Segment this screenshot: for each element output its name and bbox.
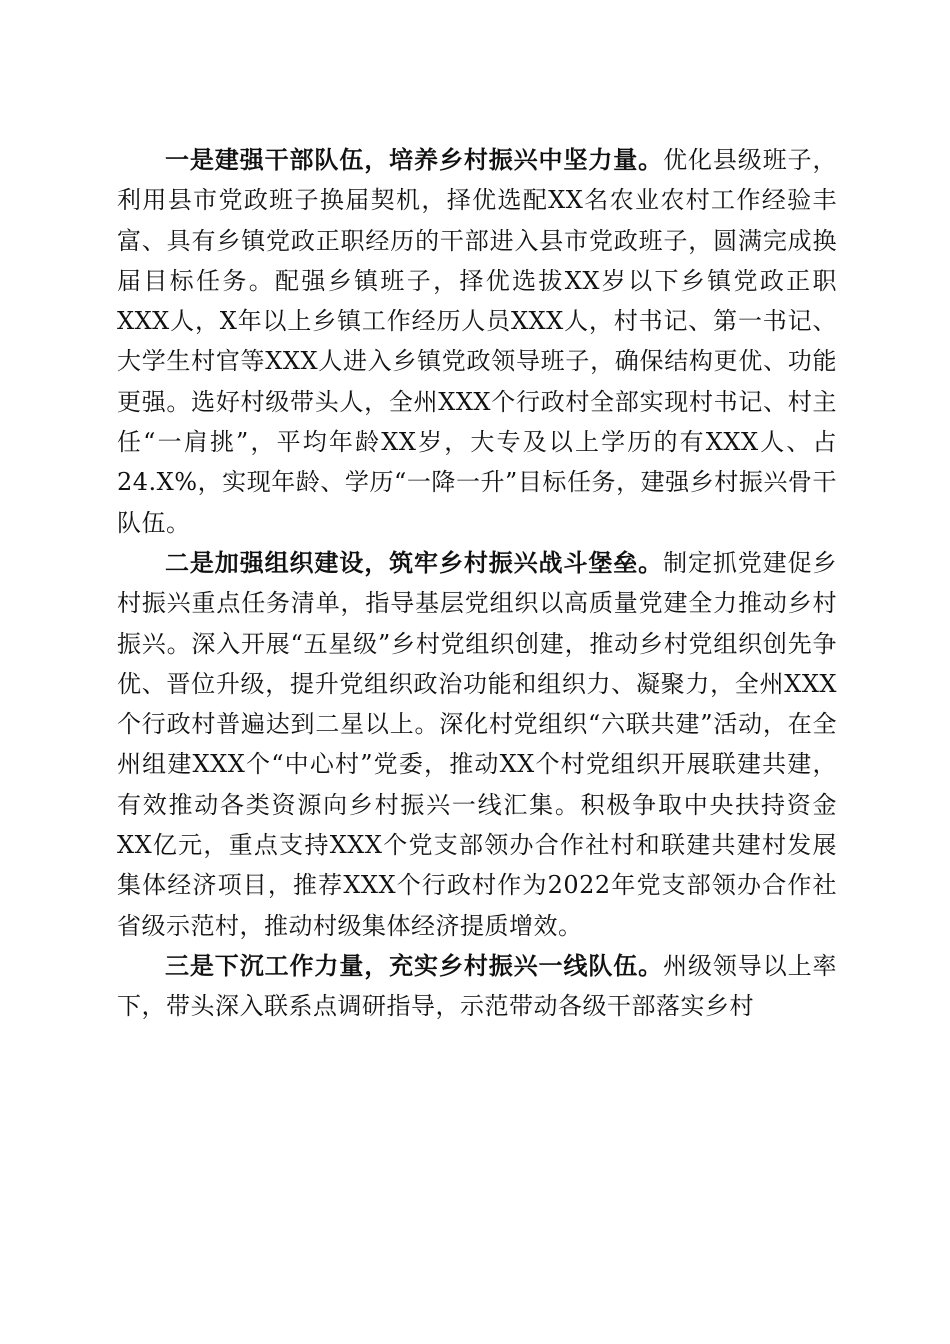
paragraph-3-heading: 三是下沉工作力量，充实乡村振兴一线队伍。: [165, 950, 664, 980]
paragraph-1: [117, 140, 837, 543]
paragraph-2-heading: 二是加强组织建设，筑牢乡村振兴战斗堡垒。: [165, 547, 664, 577]
paragraph-3: [117, 946, 837, 1027]
document-body: [117, 140, 837, 1027]
paragraph-2-text: 制定抓党建促乡村振兴重点任务清单，指导基层党组织以高质量党建全力推动乡村振兴。深入开展“五星级”乡村党组织创建，推动乡村党组织创先争优、晋位升级，提升党组织政治功能和组织力、凝聚力，全州XXX个行政村普遍达到二星以上。深化村党组织“六联共建”活动，在全州组建XXX个“中心村”党委，推动XX个村党组织开展联建共建，有效推动各类资源向乡村振兴一线汇集。积极争取中央扶持资金XX亿元，重点支持XXX个党支部领办合作社村和联建共建村发展集体经济项目，推荐XXX个行政村作为2022年党支部领办合作社省级示范村，推动村级集体经济提质增效。: [117, 548, 838, 940]
paragraph-2: [117, 543, 837, 946]
paragraph-1-heading: 一是建强干部队伍，培养乡村振兴中坚力量。: [165, 145, 664, 174]
paragraph-1-text: 优化县级班子，利用县市党政班子换届契机，择优选配XX名农业农村工作经验丰富、具有乡镇党政正职经历的干部进入县市党政班子，圆满完成换届目标任务。配强乡镇班子，择优选拔XX岁以下乡镇党政正职XXX人，X年以上乡镇工作经历人员XXX人，村书记、第一书记、大学生村官等XXX人进入乡镇党政领导班子，确保结构更优、功能更强。选好村级带头人，全州XXX个行政村全部实现村书记、村主任“一肩挑”，平均年龄XX岁，大专及以上学历的有XXX人、占24.X%，实现年龄、学历“一降一升”目标任务，建强乡村振兴骨干队伍。: [117, 146, 838, 537]
paragraph-3-text: 州级领导以上率下，带头深入联系点调研指导，示范带动各级干部落实乡村: [117, 951, 838, 1021]
